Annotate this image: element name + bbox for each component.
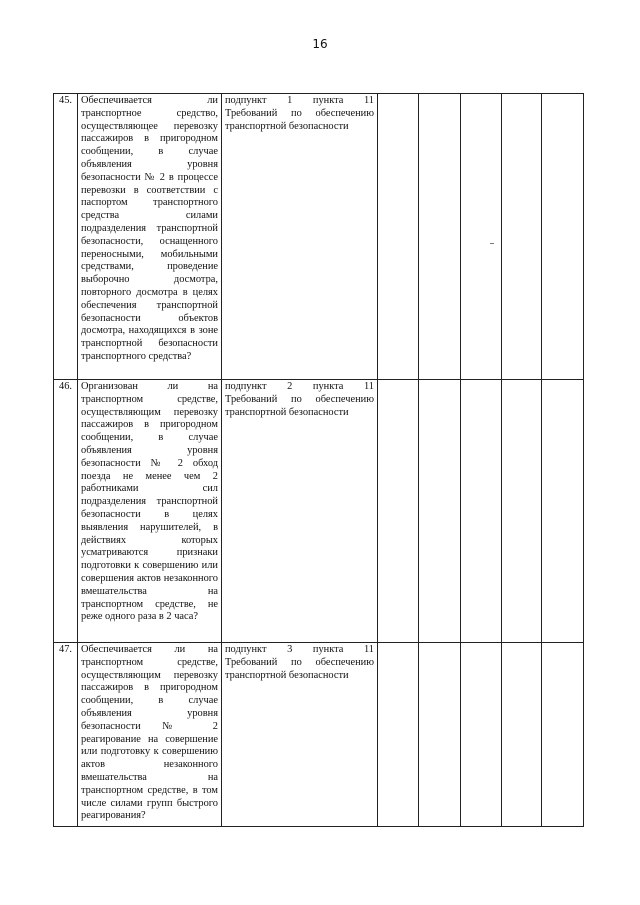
remarks-cell[interactable] bbox=[542, 643, 584, 827]
note-cell[interactable] bbox=[502, 94, 542, 380]
table-row bbox=[54, 380, 584, 643]
answer-yes-cell[interactable] bbox=[378, 380, 419, 643]
scan-mark bbox=[490, 243, 494, 244]
remarks-cell[interactable] bbox=[542, 94, 584, 380]
note-cell[interactable] bbox=[502, 380, 542, 643]
remarks-cell[interactable] bbox=[542, 380, 584, 643]
answer-not-applicable-cell[interactable] bbox=[461, 94, 502, 380]
row-number: 45. bbox=[54, 94, 78, 380]
legal-basis: подпункт 3 пункта 11 Требований по обеспечению транспортной безопасности bbox=[222, 643, 378, 827]
answer-not-applicable-cell[interactable] bbox=[461, 380, 502, 643]
answer-no-cell[interactable] bbox=[419, 380, 461, 643]
question-text: Обеспечивается ли транспортное средство, осуществляющее перевозку пассажиров в пригородном сообщении, в случае объявления уровня безопасности № 2 в процессе перевозки в соответствии с паспортом транспортного средства силами подразделения транспортной безопасности, оснащенного переносными, мобильными средствами, проведение выборочно досмотра, повторного досмотра в целях обеспечения транспортной безопасности объектов досмотра, находящихся в зоне транспортной безопасности транспортного средства? bbox=[78, 94, 222, 380]
table-row bbox=[54, 94, 584, 380]
answer-yes-cell[interactable] bbox=[378, 643, 419, 827]
answer-no-cell[interactable] bbox=[419, 643, 461, 827]
answer-yes-cell[interactable] bbox=[378, 94, 419, 380]
legal-basis: подпункт 1 пункта 11 Требований по обеспечению транспортной безопасности bbox=[222, 94, 378, 380]
legal-basis: подпункт 2 пункта 11 Требований по обеспечению транспортной безопасности bbox=[222, 380, 378, 643]
row-number: 46. bbox=[54, 380, 78, 643]
answer-not-applicable-cell[interactable] bbox=[461, 643, 502, 827]
checklist-table bbox=[53, 93, 584, 827]
note-cell[interactable] bbox=[502, 643, 542, 827]
table-row bbox=[54, 643, 584, 827]
question-text: Организован ли на транспортном средстве, осуществляющим перевозку пассажиров в пригородном сообщении, в случае объявления уровня безопасности № 2 обход поезда не менее чем 2 работниками сил подразделения транспортной безопасности в целях выявления нарушителей, в действиях которых усматриваются признаки подготовки к совершению или совершения актов незаконного вмешательства на транспортном средстве, не реже одного раза в 2 часа? bbox=[78, 380, 222, 643]
page-number: 16 bbox=[312, 37, 328, 51]
answer-no-cell[interactable] bbox=[419, 94, 461, 380]
question-text: Обеспечивается ли на транспортном средстве, осуществляющим перевозку пассажиров в пригородном сообщении, в случае объявления уровня безопасности № 2 реагирование на совершение или подготовку к совершению актов незаконного вмешательства на транспортном средстве, в том числе силами групп быстрого реагирования? bbox=[78, 643, 222, 827]
row-number: 47. bbox=[54, 643, 78, 827]
